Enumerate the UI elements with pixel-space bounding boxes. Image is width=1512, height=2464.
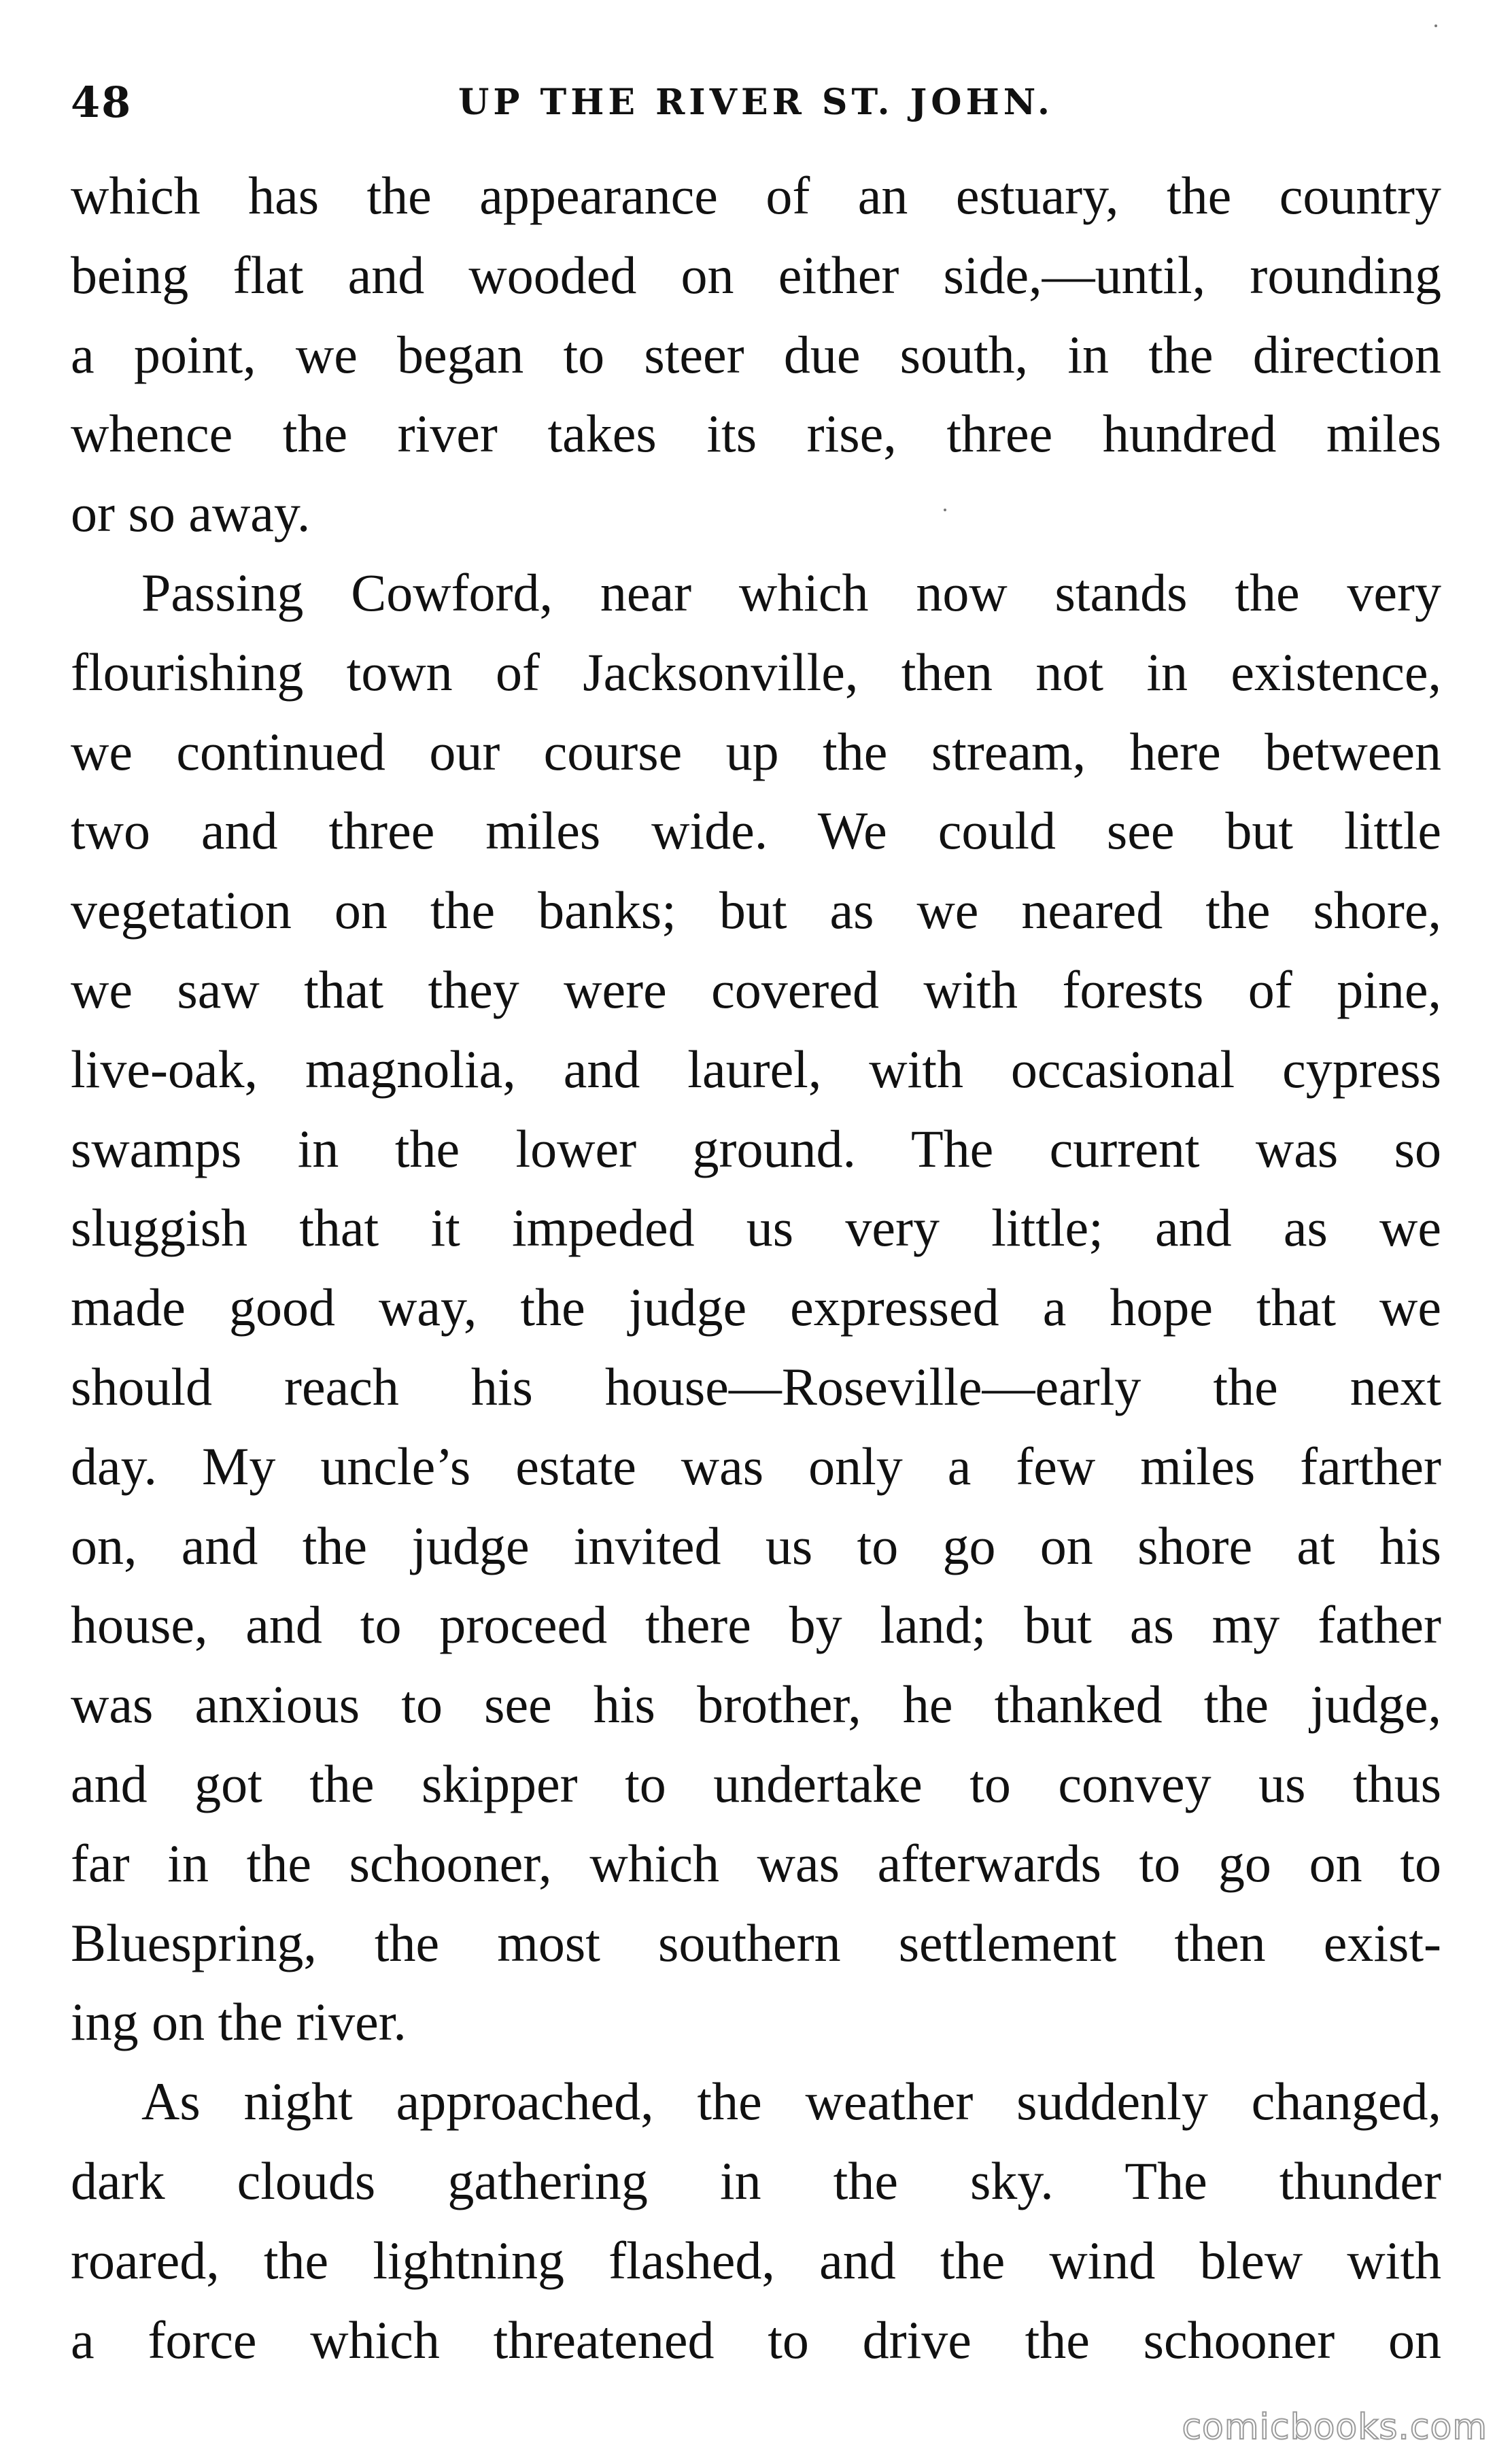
text-line: and got the skipper to undertake to convey us thus (71, 1753, 1441, 1813)
text-line: day. My uncle’s estate was only a few miles farther (71, 1436, 1441, 1496)
text-line: which has the appearance of an estuary, the country (71, 166, 1441, 225)
text-line: As night approached, the weather suddenly changed, (141, 2072, 1441, 2132)
text-line: ing on the river. (71, 1992, 407, 2052)
running-title: UP THE RIVER ST. JOHN. (458, 82, 1054, 123)
text-line: we continued our course up the stream, here between (71, 721, 1441, 781)
text-line: flourishing town of Jacksonville, then not in existence, (71, 642, 1441, 702)
text-line: Bluespring, the most southern settlement then exist- (71, 1913, 1441, 1972)
text-line: on, and the judge invited us to go on shore at his (71, 1516, 1441, 1575)
page-number: 48 (71, 78, 133, 127)
text-line: sluggish that it impeded us very little; and as we (71, 1198, 1441, 1258)
text-line: we saw that they were covered with forests of pine, (71, 959, 1441, 1019)
text-line: being flat and wooded on either side,—until, rounding (71, 245, 1441, 305)
text-line: far in the schooner, which was afterwards to go on to (71, 1833, 1441, 1893)
body-text (71, 156, 1441, 2380)
text-line: a force which threatened to drive the schooner on (71, 2310, 1441, 2369)
watermark: comicbooks.com (1182, 2407, 1488, 2448)
text-line: Passing Cowford, near which now stands the very (141, 562, 1441, 622)
text-line: live-oak, magnolia, and laurel, with occasional cypress (71, 1039, 1441, 1099)
text-line: roared, the lightning flashed, and the wind blew with (71, 2230, 1441, 2290)
text-line: house, and to proceed there by land; but as my father (71, 1595, 1441, 1655)
page-header (71, 65, 1441, 140)
text-line: whence the river takes its rise, three hundred miles (71, 404, 1441, 464)
text-line: swamps in the lower ground. The current was so (71, 1118, 1441, 1178)
text-line: a point, we began to steer due south, in the direction (71, 324, 1441, 384)
text-line: vegetation on the banks; but as we neared the shore, (71, 880, 1441, 940)
text-line: made good way, the judge expressed a hope that we (71, 1278, 1441, 1337)
text-line: dark clouds gathering in the sky. The thunder (71, 2151, 1441, 2210)
text-line: should reach his house—Roseville—early the next (71, 1356, 1441, 1416)
text-line: two and three miles wide. We could see but little (71, 801, 1441, 861)
text-line: or so away. (71, 483, 311, 543)
text-line: was anxious to see his brother, he thanked the judge, (71, 1675, 1441, 1734)
print-speck (1434, 24, 1437, 27)
